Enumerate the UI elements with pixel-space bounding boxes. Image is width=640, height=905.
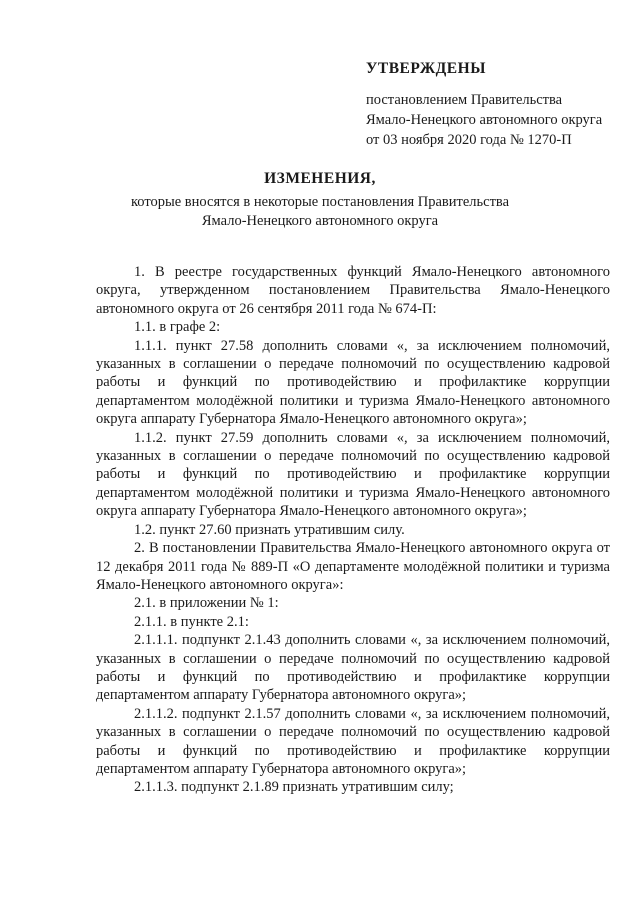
paragraph-1-1: 1.1. в графе 2: — [134, 319, 221, 336]
paragraph-1: 1. В реестре государственных функций Ямало-Ненецкого автономного округа, утвержденном постановлением Правительства Ямало-Ненецкого автономного округа от 26 сентября 2011 года № 674-П: — [96, 264, 610, 317]
paragraph-1-1-1: 1.1.1. пункт 27.58 дополнить словами «, за исключением полномочий, указанных в соглашении о передаче полномочий по осуществлению кадровой работы и функций по противодействию и профилактике коррупции департаментом молодёжной политики и туризма Ямало-Ненецкого автономного округа аппарату Губернатора Ямало-Ненецкого автономного округа»; — [96, 337, 610, 428]
document-title: ИЗМЕНЕНИЯ, — [264, 170, 376, 187]
approval-line: постановлением Правительства — [366, 92, 563, 108]
paragraph-1-2: 1.2. пункт 27.60 признать утратившим силу. — [134, 521, 405, 538]
paragraph-2-1: 2.1. в приложении № 1: — [134, 595, 279, 612]
paragraph-2-1-1: 2.1.1. в пункте 2.1: — [134, 613, 249, 630]
approval-line: от 03 ноября 2020 года № 1270-П — [366, 132, 572, 148]
paragraph-1-1-2: 1.1.2. пункт 27.59 дополнить словами «, за исключением полномочий, указанных в соглашении о передаче полномочий по осуществлению кадровой работы и функций по противодействию и профилактике коррупции департаментом молодёжной политики и туризма Ямало-Ненецкого автономного округа аппарату Губернатора Ямало-Ненецкого автономного округа»; — [96, 429, 610, 520]
subtitle-line: которые вносятся в некоторые постановления Правительства — [130, 194, 510, 210]
approval-line: Ямало-Ненецкого автономного округа — [366, 112, 603, 128]
approval-block — [366, 90, 602, 150]
approval-heading: УТВЕРЖДЕНЫ — [366, 60, 486, 77]
paragraph-2: 2. В постановлении Правительства Ямало-Ненецкого автономного округа от 12 декабря 2011 года № 889-П «О департаменте молодёжной политики и туризма Ямало-Ненецкого автономного округа»: — [96, 540, 610, 593]
paragraph-2-1-1-1: 2.1.1.1. подпункт 2.1.43 дополнить словами «, за исключением полномочий, указанных в соглашении о передаче полномочий по осуществлению кадровой работы и функций по противодействию и профилактике коррупции департаментом аппарату Губернатора автономного округа»; — [96, 632, 610, 704]
paragraph-2-1-1-2: 2.1.1.2. подпункт 2.1.57 дополнить словами «, за исключением полномочий, указанных в соглашении о передаче полномочий по осуществлению кадровой работы и функций по противодействию и профилактике коррупции департаментом аппарату Губернатора автономного округа»; — [96, 705, 610, 777]
paragraph-2-1-1-3: 2.1.1.3. подпункт 2.1.89 признать утратившим силу; — [134, 779, 454, 796]
document-subtitle — [0, 193, 640, 231]
document-body — [96, 263, 610, 797]
subtitle-line: Ямало-Ненецкого автономного округа — [201, 213, 439, 229]
